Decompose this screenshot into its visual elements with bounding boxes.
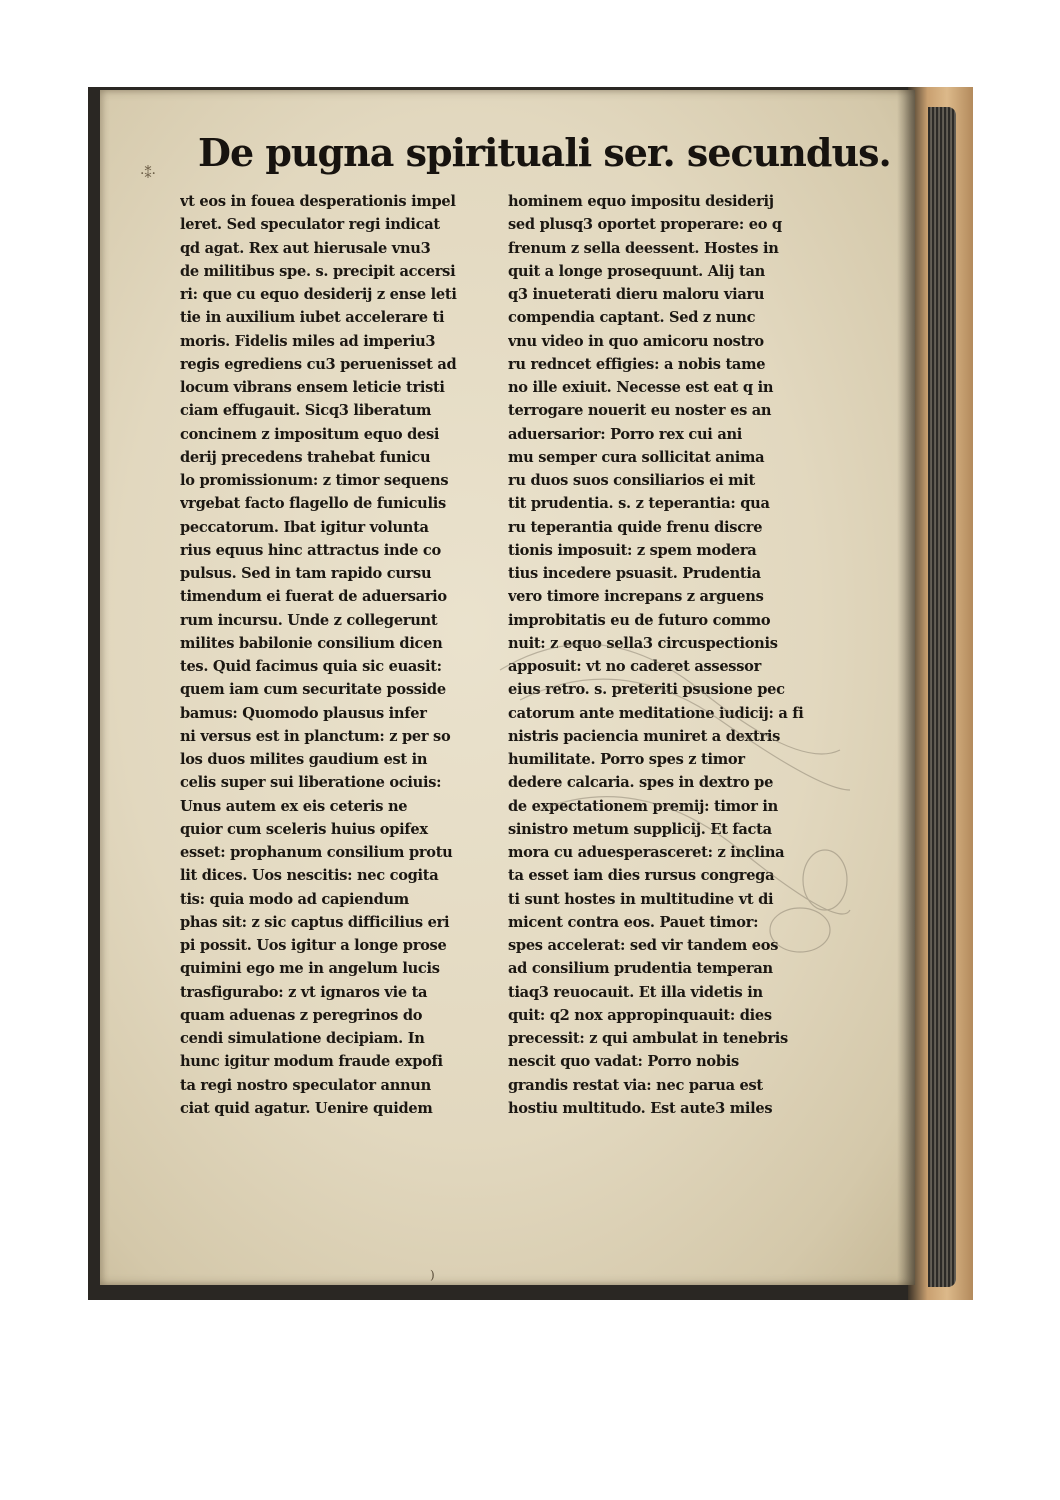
- text-line: vero timore increpans z arguens: [508, 588, 764, 606]
- text-line: tit prudentia. s. z teperantia: qua: [508, 495, 770, 513]
- text-line: nistris paciencia muniret a dextris: [508, 727, 781, 745]
- text-line: locum vibrans ensem leticie tristi: [180, 379, 445, 396]
- text-line: apposuit: vt no caderet assessor: [508, 658, 761, 675]
- text-line: cendi simulatione decipiam. In: [180, 1030, 425, 1047]
- text-line: precessit: z qui ambulat in tenebris: [508, 1030, 788, 1047]
- text-line: trasfigurabo: z vt ignaros vie ta: [180, 983, 428, 1001]
- text-line: phas sit: z sic captus difficilius eri: [180, 913, 450, 931]
- text-line: sinistro metum supplicij. Et facta: [508, 820, 772, 838]
- text-line: catorum ante meditatione iudicij: a fi: [508, 704, 804, 722]
- text-line: quit a longe prosequunt. Alij tan: [508, 262, 765, 280]
- text-line: lit dices. Uos nescitis: nec cogita: [180, 867, 439, 885]
- text-line: hominem equo impositu desiderij: [508, 193, 774, 210]
- text-line: compendia captant. Sed z nunc: [508, 309, 756, 327]
- text-line: quam aduenas z peregrinos do: [180, 1006, 423, 1024]
- text-line: quit: q2 nox appropinquauit: dies: [508, 1006, 772, 1024]
- text-column-right: [508, 190, 820, 1120]
- text-line: tis: quia modo ad capiendum: [180, 890, 409, 908]
- text-line: mu semper cura sollicitat anima: [508, 448, 765, 466]
- foot-mark: ): [430, 1268, 435, 1282]
- text-line: micent contra eos. Pauet timor:: [508, 913, 759, 931]
- text-line: rum incursu. Unde z collegerunt: [180, 611, 438, 629]
- text-line: ciat quid agatur. Uenire quidem: [180, 1099, 433, 1117]
- text-line: aduersarior: Porro rex cui ani: [508, 425, 743, 443]
- text-line: pulsus. Sed in tam rapido cursu: [180, 565, 432, 582]
- text-line: humilitate. Porro spes z timor: [508, 751, 745, 768]
- book-page: [100, 90, 915, 1285]
- text-line: quimini ego me in angelum lucis: [180, 960, 440, 978]
- text-line: tie in auxilium iubet accelerare ti: [180, 309, 445, 327]
- margin-mark: ·⁑·: [140, 166, 156, 182]
- text-line: mora cu aduesperasceret: z inclina: [508, 844, 785, 861]
- text-line: ni versus est in planctum: z per so: [180, 727, 451, 745]
- text-line: timendum ei fuerat de aduersario: [180, 588, 447, 606]
- text-line: tionis imposuit: z spem modera: [508, 541, 757, 559]
- text-line: ti sunt hostes in multitudine vt di: [508, 890, 774, 908]
- text-line: ru teperantia quide frenu discre: [508, 518, 763, 536]
- text-line: no ille exiuit. Necesse est eat q in: [508, 379, 774, 396]
- text-line: moris. Fidelis miles ad imperiu3: [180, 332, 436, 350]
- text-line: dedere calcaria. spes in dextro pe: [508, 774, 774, 792]
- text-line: los duos milites gaudium est in: [180, 751, 428, 768]
- text-line: ru duos suos consiliarios ei mit: [508, 472, 755, 489]
- text-line: tes. Quid facimus quia sic euasit:: [180, 658, 442, 675]
- text-line: vt eos in fouea desperationis impel: [180, 193, 456, 210]
- running-head: De pugna spirituali ser. secundus.: [198, 130, 891, 175]
- text-line: esset: prophanum consilium protu: [180, 844, 453, 861]
- text-line: lo promissionum: z timor sequens: [180, 472, 449, 489]
- text-line: derij precedens trahebat funicu: [180, 448, 431, 466]
- text-line: ta esset iam dies rursus congrega: [508, 867, 775, 885]
- text-line: vnu video in quo amicoru nostro: [508, 332, 764, 350]
- text-column-left: [180, 190, 492, 1120]
- text-line: vrgebat facto flagello de funiculis: [180, 495, 446, 513]
- text-line: Unus autem ex eis ceteris ne: [180, 797, 408, 815]
- text-line: ad consilium prudentia temperan: [508, 960, 773, 978]
- text-line: concinem z impositum equo desi: [180, 425, 440, 443]
- text-line: ta regi nostro speculator annun: [180, 1076, 431, 1094]
- text-line: bamus: Quomodo plausus infer: [180, 704, 427, 722]
- text-line: tius incedere psuasit. Prudentia: [508, 565, 761, 582]
- text-line: hostiu multitudo. Est aute3 miles: [508, 1099, 773, 1117]
- text-line: pi possit. Uos igitur a longe prose: [180, 937, 447, 954]
- text-line: eius retro. s. preteriti psusione pec: [508, 681, 785, 699]
- text-line: sed plusq3 oportet properare: eo q: [508, 216, 782, 234]
- text-line: quem iam cum securitate posside: [180, 681, 446, 699]
- text-line: q3 inueterati dieru maloru viaru: [508, 286, 765, 303]
- text-line: grandis restat via: nec parua est: [508, 1076, 763, 1094]
- text-line: hunc igitur modum fraude expofi: [180, 1053, 443, 1071]
- text-line: frenum z sella deessent. Hostes in: [508, 239, 779, 257]
- text-line: leret. Sed speculator regi indicat: [180, 216, 440, 234]
- text-line: rius equus hinc attractus inde co: [180, 541, 441, 559]
- text-line: celis super sui liberatione ociuis:: [180, 774, 442, 792]
- text-line: terrogare nouerit eu noster es an: [508, 402, 772, 420]
- text-line: improbitatis eu de futuro commo: [508, 611, 771, 629]
- text-line: ciam effugauit. Sicq3 liberatum: [180, 402, 432, 420]
- text-line: qd agat. Rex aut hierusale vnu3: [180, 239, 431, 257]
- text-line: ru redncet effigies: a nobis tame: [508, 355, 766, 373]
- text-line: de militibus spe. s. precipit accersi: [180, 262, 456, 280]
- text-line: milites babilonie consilium dicen: [180, 634, 443, 652]
- book-photograph: [88, 87, 973, 1300]
- text-line: nescit quo vadat: Porro nobis: [508, 1053, 739, 1071]
- gutter-shadow: [897, 90, 915, 1285]
- text-line: regis egrediens cu3 peruenisset ad: [180, 355, 457, 373]
- text-line: ri: que cu equo desiderij z ense leti: [180, 286, 457, 303]
- text-line: de expectationem premij: timor in: [508, 797, 778, 815]
- text-line: nuit: z equo sella3 circuspectionis: [508, 634, 778, 652]
- text-line: spes accelerat: sed vir tandem eos: [508, 937, 779, 954]
- page-edges: [928, 107, 956, 1287]
- text-line: peccatorum. Ibat igitur volunta: [180, 518, 429, 536]
- text-line: tiaq3 reuocauit. Et illa videtis in: [508, 983, 763, 1001]
- text-line: quior cum sceleris huius opifex: [180, 820, 428, 838]
